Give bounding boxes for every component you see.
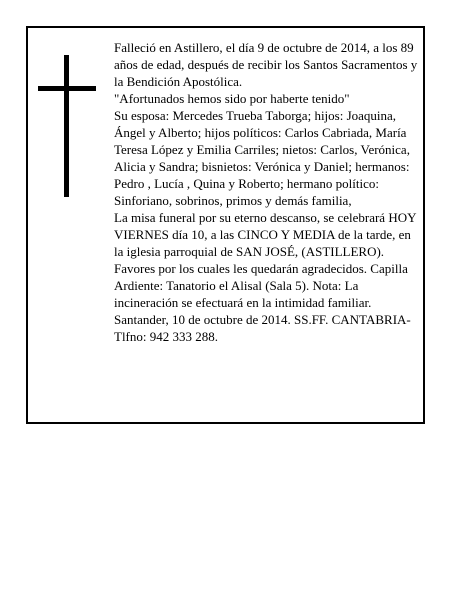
signature-line: Santander, 10 de octubre de 2014. SS.FF. CANTABRIA-Tlfno: 942 333 288. [114, 312, 411, 344]
obituary-notice [26, 26, 425, 424]
obituary-text [114, 39, 418, 345]
quote-line: "Afortunados hemos sido por haberte tenido" [114, 91, 350, 106]
cross-horizontal-bar [38, 86, 96, 91]
cross-vertical-bar [64, 55, 69, 197]
death-announcement: Falleció en Astillero, el día 9 de octubre de 2014, a los 89 años de edad, después de recibir los Santos Sacramentos y la Bendición Apostólica. [114, 40, 418, 89]
cross-icon [38, 55, 96, 197]
family-list: Su esposa: Mercedes Trueba Taborga; hijos: Joaquina, Ángel y Alberto; hijos políticos: Carlos Cabriada, María Teresa López y Emilia Carriles; nietos: Carlos, Verónica, Alicia y Sandra; bisnietos: Verónica y Daniel; hermanos: Pedro , Lucía , Quina y Roberto; hermano político: Sinforiano, sobrinos, primos y demás familia, [114, 108, 410, 208]
funeral-details: La misa funeral por su eterno descanso, se celebrará HOY VIERNES día 10, a las CINCO Y MEDIA de la tarde, en la iglesia parroquial de SAN JOSÉ, (ASTILLERO). Favores por los cuales les quedarán agradecidos. Capilla Ardiente: Tanatorio el Alisal (Sala 5). Nota: La incineración se efectuará en la intimidad familiar. [114, 210, 417, 310]
